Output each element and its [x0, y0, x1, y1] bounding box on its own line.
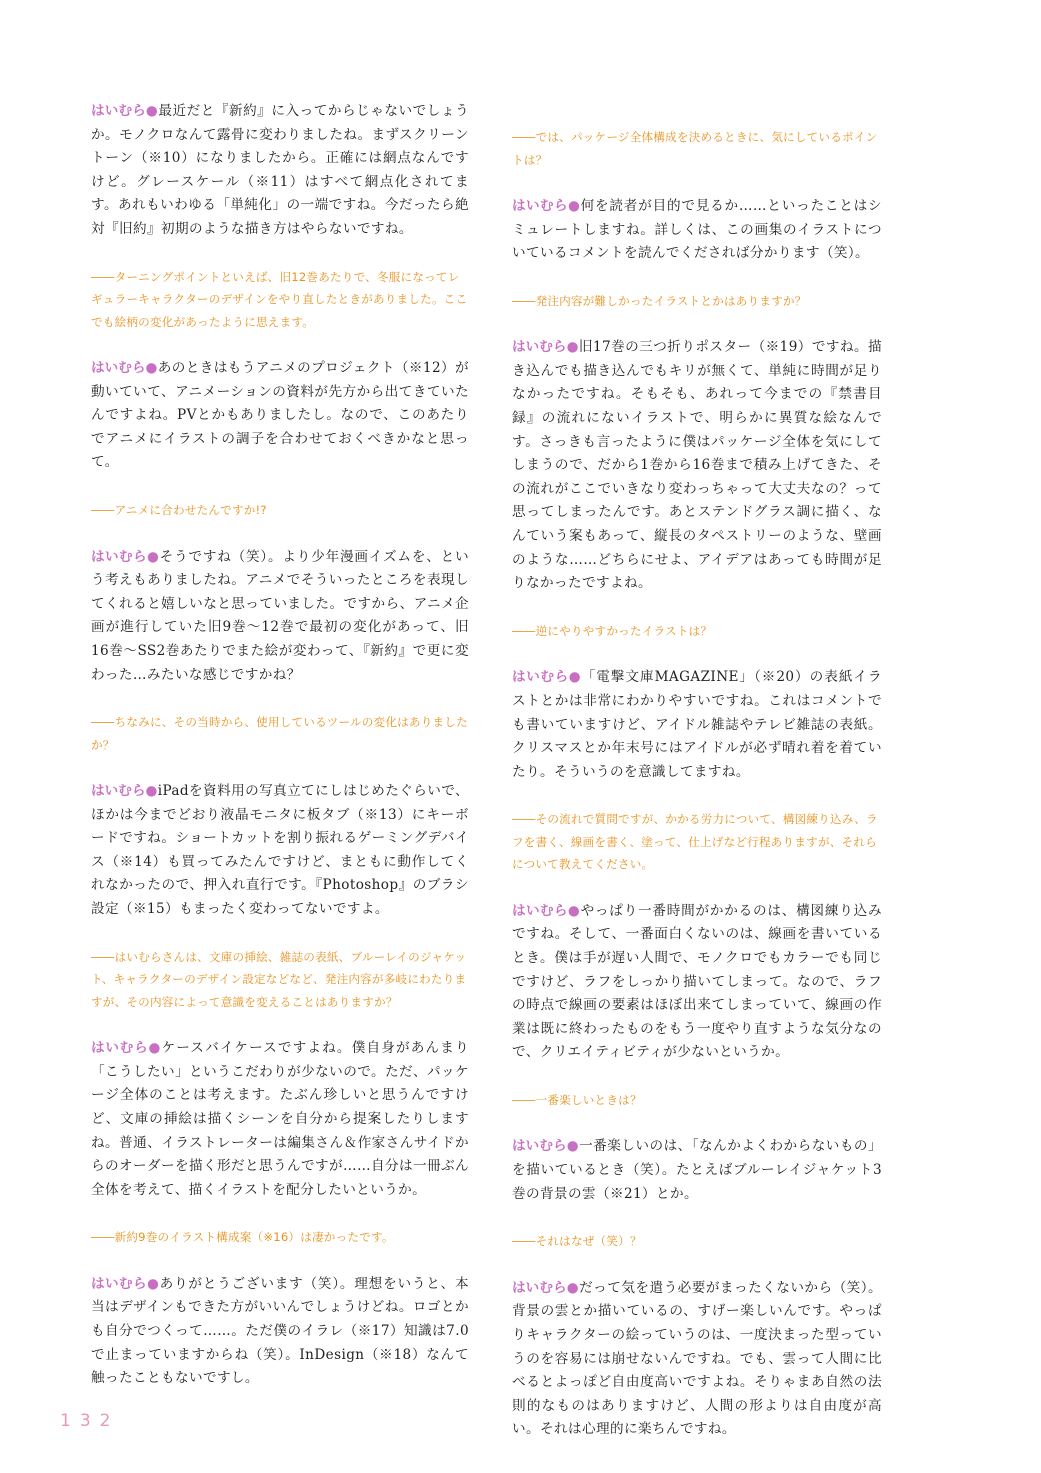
speaker-name: はいむら — [512, 902, 568, 919]
interviewer-question: ――一番楽しいときは？ — [512, 1092, 642, 1107]
interviewer-question: ――発注内容が難しかったイラストとかはありますか？ — [512, 293, 807, 308]
interviewer-question: ――はいむらさんは、文庫の挿絵、雑誌の表紙、ブルーレイのジャケット、キャラクターのデザイン設定などなど、発注内容が多岐にわたりますが、その内容によって意識を変えることはありますか？ — [91, 949, 467, 1009]
speaker-name: はいむら — [91, 1040, 149, 1057]
speaker-bullet: ● — [566, 339, 579, 356]
interviewer-question: ――ターニングポイントといえば、旧12巻あたりで、冬服になってレギュラーキャラクターのデザインをやり直したときがありました。ここでも絵柄の変化があったように思えます。 — [91, 269, 468, 329]
artist-answer — [512, 336, 882, 596]
artist-answer — [91, 357, 469, 475]
speaker-bullet: ● — [567, 902, 581, 919]
speaker-name: はいむら — [91, 103, 146, 119]
speaker-name: はいむら — [512, 669, 569, 686]
right-column — [512, 126, 882, 1466]
answer-text: ありがとうございます（笑）。理想をいうと、本当はデザインもできた方がいいんでしょうけどね。ロゴとかも自分でつくって……。ただ僕のイラレ（※17）知識は7.0で止まっていますからね（笑）。InDesign（※18）なんて触ったこともないですし。 — [91, 1275, 470, 1387]
speaker-bullet: ● — [146, 548, 160, 565]
speaker-bullet: ● — [146, 1275, 160, 1292]
artist-answer — [91, 546, 469, 688]
speaker-bullet: ● — [145, 103, 159, 119]
speaker-bullet: ● — [568, 669, 582, 686]
artist-answer — [512, 900, 882, 1065]
speaker-name: はいむら — [512, 1138, 567, 1155]
speaker-name: はいむら — [512, 198, 568, 214]
speaker-bullet: ● — [566, 1138, 580, 1155]
artist-answer — [91, 1273, 469, 1391]
answer-text: iPadを資料用の写真立てにしはじめたぐらいで、ほかは今までどおり液晶モニタに板タブ（※13）にキーボードですね。ショートカットを割り振れるゲーミングデバイス（※14）も買ってみたんですけど、まともに動作してくれなかったので、押入れ直行です。『Photoshop』のブラシ設定（※15）もまったく変わってないですよ。 — [91, 783, 469, 918]
artist-answer — [91, 100, 469, 242]
artist-answer — [91, 780, 469, 922]
speaker-bullet: ● — [145, 783, 158, 800]
answer-text: ケースバイケースですよね。僕自身があんまり「こうしたい」というこだわりが少ないので。ただ、パッケージ全体のことは考えます。たぶん珍しいと思うんですけど、文庫の挿絵は描くシーンを自分から提案したりしますね。普通、イラストレーターは編集さん＆作家さんサイドからのオーダーを描く形だと思うんですが……自分は一冊ぶん全体を考えて、描くイラストを配分したいというか。 — [91, 1040, 469, 1198]
speaker-name: はいむら — [91, 783, 146, 800]
left-column — [91, 100, 469, 1415]
speaker-name: はいむら — [512, 1279, 567, 1296]
speaker-name: はいむら — [91, 360, 146, 377]
speaker-bullet: ● — [145, 360, 158, 377]
answer-text: 一番楽しいのは、「なんかよくわからないもの」を描いているとき（笑）。たとえばブルーレイジャケット3巻の背景の雲（※21）とか。 — [512, 1138, 883, 1202]
interviewer-question: ――アニメに合わせたんですか!? — [91, 503, 267, 518]
interviewer-question: ――その流れで質問ですが、かかる労力について、構図練り込み、ラフを書く、線画を書く、塗って、仕上げなど行程ありますが、それらについて教えてください。 — [512, 812, 878, 872]
artist-answer — [512, 666, 882, 784]
artist-answer — [91, 1037, 469, 1202]
answer-text: 旧17巻の三つ折りポスター（※19）ですね。描き込んでも描き込んでもキリが無くて、単純に時間が足りなかったですね。そもそも、あれって今までの『禁書目録』の流れにないイラストで、明らかに異質な絵なんです。さっきも言ったように僕はパッケージ全体を気にしてしまうので、だから1巻から16巻まで積み上げてきた、その流れがここでいきなり変わっちゃって大丈夫なの？って思ってしまったんです。あとステンドグラス調に描く、なんていう案もあって、縦長のタペストリーのような、壁画のような……どちらにせよ、アイデアはあっても時間が足りなかったですよね。 — [512, 339, 883, 592]
speaker-name: はいむら — [91, 1275, 147, 1292]
interviewer-question: ――では、パッケージ全体構成を決めるときに、気にしているポイントは？ — [512, 130, 878, 167]
speaker-bullet: ● — [148, 1040, 162, 1057]
artist-answer — [512, 195, 882, 266]
speaker-bullet: ● — [566, 1279, 580, 1296]
interviewer-question: ――新約9巻のイラスト構成案（※16）は凄かったです。 — [91, 1230, 394, 1245]
artist-answer — [512, 1135, 882, 1206]
speaker-name: はいむら — [91, 548, 147, 565]
interviewer-question: ――ちなみに、その当時から、使用しているツールの変化はありましたか？ — [91, 715, 468, 752]
answer-text: そうですね（笑）。より少年漫画イズムを、という考えもありましたね。アニメでそういったところを表現してくれると嬉しいなと思っていました。ですから、アニメ企画が進行していた旧9巻～12巻で最初の変化があって、旧16巻～SS2巻あたりでまた絵が変わって、『新約』で更に変わった…みたいな感じですかね？ — [91, 548, 469, 683]
speaker-name: はいむら — [512, 339, 567, 356]
page-number: 132 — [60, 1411, 120, 1431]
answer-text: あのときはもうアニメのプロジェクト（※12）が動いていて、アニメーションの資料が先方から出てきていたんですよね。PVとかもありましたし。なので、このあたりでアニメにイラストの調子を合わせておくべきかなと思って。 — [91, 360, 470, 471]
answer-text: やっぱり一番時間がかかるのは、構図練り込みですね。そして、一番面白くないのは、線画を書いているとき。僕は手が遅い人間で、モノクロでもカラーでも同じですけど、ラフをしっかり描いてしまって。なので、ラフの時点で線画の要素はほぼ出来てしまっていて、線画の作業は既に終わったものをもう一度やり直すような気分なので、クリエイティビティが少ないというか。 — [512, 902, 883, 1061]
answer-text: 「電撃文庫MAGAZINE」（※20）の表紙イラストとかは非常にわかりやすいですね。これはコメントでも書いていますけど、アイドル雑誌やテレビ雑誌の表紙。クリスマスとか年末号にはアイドルが必ず晴れ着を着ていたり。そういうのを意識してますね。 — [512, 669, 882, 780]
answer-text: 最近だと『新約』に入ってからじゃないでしょうか。モノクロなんて露骨に変わりましたね。まずスクリーントーン（※10）になりましたから。正確には網点なんですけど。グレースケール（※11）はすべて網点化されてます。あれもいわゆる「単純化」の一端ですね。今だったら絶対『旧約』初期のような描き方はやらないですね。 — [91, 103, 470, 237]
answer-text: 何を読者が目的で見るか……といったことはシミュレートしますね。詳しくは、この画集のイラストについているコメントを読んでくだされば分かります（笑）。 — [512, 198, 883, 262]
answer-text: だって気を遣う必要がまったくないから（笑）。背景の雲とか描いているの、すげー楽しいんです。やっぱりキャラクターの絵っていうのは、一度決まった型っていうのを容易には崩せないんですね。でも、雲って人間に比べるとよっぽど自由度高いですよね。そりゃまあ自然の法則的なものはありますけど、人間の形よりは自由度が高い。それは心理的に楽ちんですね。 — [512, 1279, 883, 1438]
interviewer-question: ――逆にやりやすかったイラストは？ — [512, 623, 713, 638]
speaker-bullet: ● — [567, 198, 581, 214]
artist-answer — [512, 1277, 882, 1442]
interviewer-question: ――それはなぜ（笑）？ — [512, 1234, 642, 1249]
